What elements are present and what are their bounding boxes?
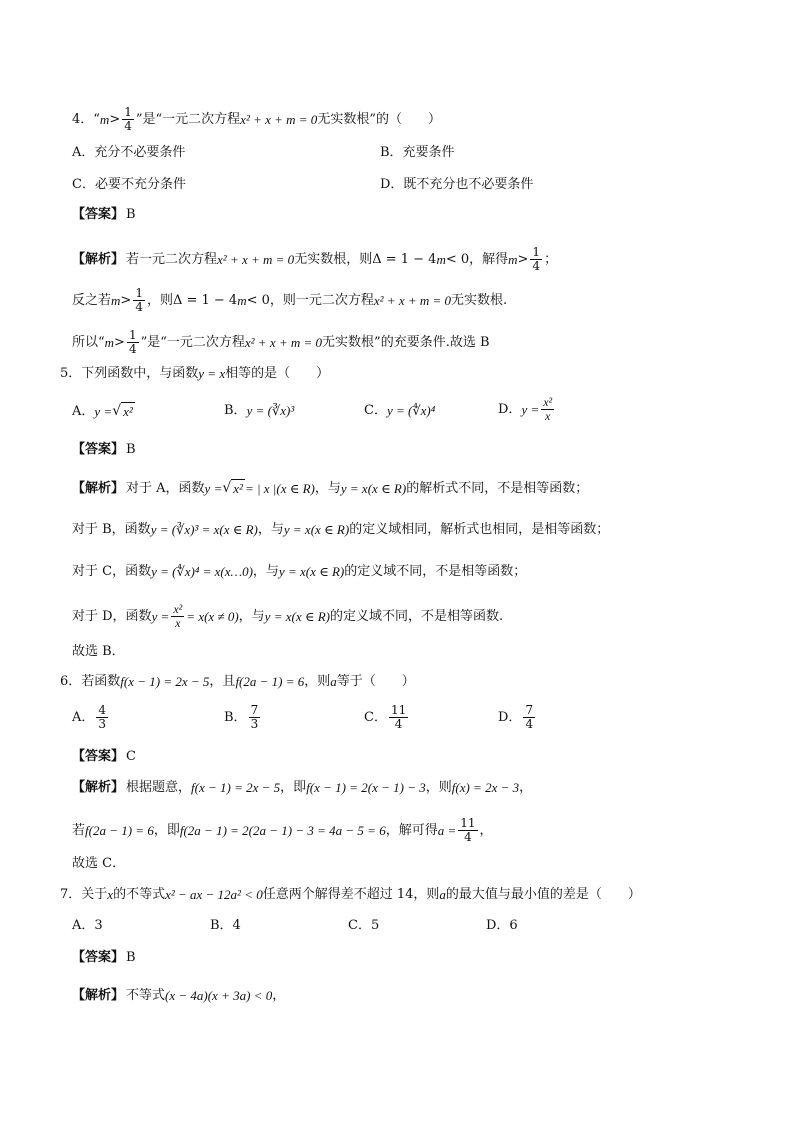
var: a	[330, 674, 337, 689]
text: ，与	[238, 608, 265, 624]
q7-option-b: B．4	[210, 918, 241, 933]
option-label: C．	[364, 709, 387, 725]
fraction-num: x²	[543, 395, 553, 409]
fraction-den: 4	[532, 259, 541, 273]
equation: f(x − 1) = 2x − 5	[120, 674, 210, 689]
fraction	[530, 246, 542, 273]
fraction-den: 3	[250, 717, 259, 731]
q4-stem-op: >	[109, 111, 121, 127]
equation: f(x − 1) = 2x − 5	[191, 780, 281, 795]
q4-option-c: C．必要不充分条件	[72, 177, 186, 192]
q7-analysis-1	[72, 987, 285, 1005]
equation: y = (∛x)³ = x(x ∈ R)	[150, 522, 258, 537]
analysis-tag: 【解析】	[72, 780, 125, 795]
var: x	[107, 887, 114, 902]
text: ，则	[425, 780, 452, 795]
option-label: A．	[72, 403, 95, 419]
q4-option-d: D．既不充分也不必要条件	[380, 177, 534, 192]
fraction	[171, 603, 184, 630]
sqrt	[222, 479, 245, 498]
fraction	[541, 396, 554, 423]
equation: y = x	[198, 366, 226, 381]
equation: x² − ax − 12a² < 0	[165, 887, 263, 902]
equation: y = x(x ∈ R)	[278, 564, 345, 579]
q6-option-b	[224, 704, 262, 731]
fraction	[127, 329, 139, 356]
text: 7．关于	[60, 887, 108, 902]
q4-stem-suffix: 无实数根”的（ ）	[317, 111, 441, 127]
equation: y = (∜x)⁴ = x(x…0)	[151, 564, 253, 579]
q4-stem-prefix: 4．“	[72, 111, 100, 127]
fraction-den: x	[545, 409, 551, 423]
q6-answer	[72, 748, 136, 766]
option-label: B．	[224, 403, 247, 418]
var: m	[104, 334, 115, 350]
option-label: C．	[364, 403, 387, 418]
q5-analysis-2	[72, 521, 609, 539]
var: a	[439, 887, 446, 902]
text: 对于 C，函数	[72, 564, 152, 579]
fraction-num: 1	[532, 245, 541, 259]
q4-answer	[72, 206, 136, 224]
equation: (x − 4a)(x + 3a) < 0	[165, 988, 273, 1003]
q6-option-a	[72, 704, 110, 731]
fraction-num: 7	[250, 703, 259, 717]
fraction	[523, 704, 535, 731]
equation: f(x) = 2x − 3	[451, 780, 520, 795]
text: 相等的是（ ）	[225, 366, 330, 381]
answer-tag: 【答案】	[72, 207, 125, 222]
fraction	[458, 817, 477, 844]
text: 根据题意，	[126, 780, 192, 795]
fraction-num: 4	[98, 703, 107, 717]
fraction-den: 4	[464, 830, 472, 844]
fraction-den: 4	[128, 342, 137, 356]
q4-analysis-3	[72, 329, 490, 356]
q6-analysis-1	[72, 779, 532, 797]
op: >	[114, 334, 125, 350]
text: < 0，则一元二次方程	[246, 292, 374, 308]
answer-value: B	[126, 207, 136, 222]
q4-stem-fraction	[122, 106, 134, 133]
fraction	[96, 704, 108, 731]
equation: y = x(x ∈ R)	[264, 608, 330, 624]
q4-stem-var: m	[99, 111, 110, 127]
q5-analysis-1	[72, 479, 588, 498]
q7-option-c: C．5	[348, 918, 380, 933]
fraction	[249, 704, 261, 731]
equation: x² + x + m = 0	[244, 334, 323, 350]
text: 不等式	[126, 988, 166, 1003]
text: 的不等式	[113, 887, 166, 902]
equation: y = (∜x)⁴	[386, 403, 436, 418]
q6-option-c	[364, 704, 410, 731]
text: ，	[479, 822, 493, 838]
text: 的定义域不同，不是相等函数.	[329, 608, 504, 624]
q5-option-b	[224, 402, 294, 420]
answer-value: B	[126, 950, 136, 965]
equation: y =	[94, 403, 113, 419]
q4-option-a: A．充分不必要条件	[72, 145, 186, 160]
text: ，解可得	[385, 822, 438, 838]
var: m	[436, 251, 446, 267]
answer-tag: 【答案】	[72, 749, 125, 764]
q6-stem	[60, 673, 415, 691]
var: m	[237, 292, 247, 308]
fraction-num: 1	[124, 105, 132, 119]
option-label: D．	[498, 401, 522, 417]
q5-analysis-5: 故选 B．	[72, 644, 125, 659]
equation: y = (∛x)³	[246, 403, 295, 418]
text: ，与	[252, 564, 279, 579]
fraction-num: 11	[390, 703, 407, 717]
op: >	[120, 292, 132, 308]
equation: y =	[151, 608, 170, 624]
equation: x² + x + m = 0	[217, 251, 295, 267]
answer-value: C	[126, 749, 136, 764]
text: ，	[519, 780, 533, 795]
equation: y =	[204, 480, 223, 496]
equation: = x(x ≠ 0)	[186, 608, 239, 624]
fraction-num: 1	[135, 286, 143, 300]
fraction-num: x²	[173, 602, 183, 616]
text: 无实数根”的充要条件.故选 B	[322, 334, 490, 350]
text: 对于 D，函数	[72, 608, 152, 624]
answer-tag: 【答案】	[72, 950, 125, 965]
text: ；	[544, 251, 558, 267]
fraction-den: 4	[394, 717, 403, 731]
q5-option-a	[72, 402, 135, 421]
q5-option-d	[498, 396, 556, 423]
fraction-num: 1	[128, 328, 137, 342]
option-label: B．	[224, 709, 247, 725]
q5-stem	[60, 365, 329, 383]
text: ，	[272, 988, 286, 1003]
fraction-den: 4	[124, 119, 132, 133]
equation: f(2a − 1) = 6	[85, 822, 154, 838]
analysis-tag: 【解析】	[72, 988, 125, 1003]
radical-icon: √	[222, 480, 232, 496]
q4-stem	[72, 106, 441, 133]
q4-analysis-1	[72, 246, 557, 273]
fraction-den: 4	[135, 300, 143, 314]
text: 的定义域不同，不是相等函数；	[344, 564, 527, 579]
q7-option-a: A．3	[72, 918, 103, 933]
equation: = | x |(x ∈ R)	[244, 480, 315, 496]
q6-analysis-2	[72, 817, 493, 844]
q6-analysis-3: 故选 C．	[72, 856, 126, 871]
text: ，则	[304, 674, 331, 689]
fraction-num: 11	[460, 816, 476, 830]
option-label: A．	[72, 709, 95, 725]
analysis-tag: 【解析】	[72, 480, 125, 496]
option-label: D．	[498, 709, 522, 725]
var: m	[508, 251, 518, 267]
q4-analysis-2	[72, 287, 507, 314]
op: >	[517, 251, 529, 267]
radical-icon: √	[112, 403, 122, 419]
equation: y = x(x ∈ R)	[283, 522, 350, 537]
text: 对于 A，函数	[126, 480, 205, 496]
text: 所以“	[72, 334, 105, 350]
equation: y =	[521, 401, 540, 417]
text: 反之若	[72, 292, 112, 308]
sqrt	[112, 402, 135, 421]
fraction	[133, 287, 145, 314]
text: 的解析式不同，不是相等函数；	[406, 480, 589, 496]
q5-analysis-4	[72, 603, 503, 630]
text: 若一元二次方程	[126, 251, 218, 267]
fraction-num: 7	[525, 703, 534, 717]
text: 等于（ ）	[336, 674, 415, 689]
q5-answer	[72, 441, 136, 459]
text: 任意两个解得差不超过 14，则	[262, 887, 440, 902]
text: ，即	[153, 822, 180, 838]
text: ，与	[314, 480, 341, 496]
answer-tag: 【答案】	[72, 442, 125, 457]
equation: a =	[437, 822, 457, 838]
text: 无实数根.	[451, 292, 508, 308]
text: 无实数根，则Δ = 1 − 4	[294, 251, 437, 267]
q5-analysis-3	[72, 563, 526, 581]
text: ，与	[257, 522, 284, 537]
equation: y = x(x ∈ R)	[340, 480, 407, 496]
answer-value: B	[126, 442, 136, 457]
var: m	[111, 292, 121, 308]
radicand: x²	[123, 404, 133, 419]
q4-stem-mid: ”是“一元二次方程	[135, 111, 241, 127]
q7-answer	[72, 949, 136, 967]
text: 对于 B，函数	[72, 522, 151, 537]
text: 6．若函数	[60, 674, 121, 689]
equation: x² + x + m = 0	[373, 292, 452, 308]
equation: f(2a − 1) = 6	[235, 674, 305, 689]
text: ，且	[209, 674, 236, 689]
fraction	[389, 704, 408, 731]
text: ”是“一元二次方程	[140, 334, 245, 350]
radicand: x²	[233, 481, 243, 496]
fraction-den: 4	[525, 717, 534, 731]
equation: f(x − 1) = 2(x − 1) − 3	[306, 780, 426, 795]
equation: f(2a − 1) = 2(2a − 1) − 3 = 4a − 5 = 6	[179, 822, 386, 838]
text: 的最大值与最小值的差是（ ）	[445, 887, 641, 902]
text: 5．下列函数中，与函数	[60, 366, 199, 381]
text: ，即	[280, 780, 307, 795]
text: 的定义域相同，解析式也相同，是相等函数；	[349, 522, 610, 537]
q7-stem	[60, 886, 641, 904]
q4-option-b: B．充要条件	[380, 145, 455, 160]
fraction-den: x	[175, 616, 181, 630]
text: 若	[72, 822, 86, 838]
q7-option-d: D．6	[486, 918, 518, 933]
text: < 0，解得	[445, 251, 509, 267]
q4-stem-equation: x² + x + m = 0	[240, 111, 318, 127]
analysis-tag: 【解析】	[72, 251, 125, 267]
text: ，则Δ = 1 − 4	[146, 292, 238, 308]
q6-option-d	[498, 704, 537, 731]
fraction-den: 3	[98, 717, 107, 731]
q5-option-c	[364, 402, 435, 420]
